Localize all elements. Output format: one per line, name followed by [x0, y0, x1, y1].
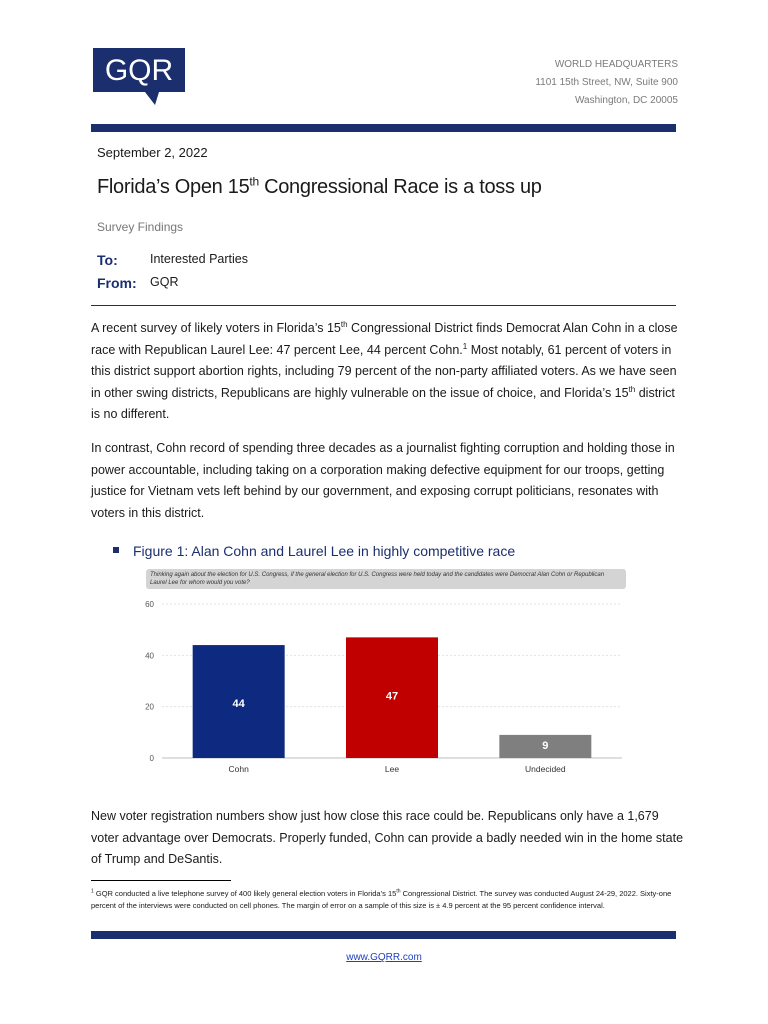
footnote: $^1$ GQR conducted a live telephone survey of 400 likely general election voters in Florida’s 15th Congressional District. The survey was conducted August 24-29, 2022. Sixty-one percent of the interviews were conducted on cell phones. The margin of error on a sample of this size is ± 4.9 percent at the 95 percent confidence interval.: [91, 888, 672, 910]
hq-street: 1101 15th Street, NW, Suite 900: [535, 77, 678, 88]
memo-title: Florida’s Open 15th Congressional Race is a toss up: [97, 174, 542, 198]
category-label: Lee: [384, 764, 400, 774]
paragraph-2: In contrast, Cohn record of spending three decades as a journalist fighting corruption and holding those in power accountable, including taking on a corporation making defective equipment for our troops, getting justice for Vietnam vets left behind by our government, and exposing corrupt politicians, resonates with voters in this district.: [91, 441, 675, 520]
from-label: From:: [97, 275, 137, 291]
data-label: 9: [542, 739, 549, 752]
footer-divider: [91, 931, 676, 939]
memo-date: September 2, 2022: [97, 145, 208, 160]
bullet-icon: [113, 547, 119, 553]
memo-header-divider: [91, 305, 676, 306]
paragraph-3: New voter registration numbers show just how close this race could be. Republicans only have a 1,679 voter advantage over Democrats. Properly funded, Cohn can provide a badly needed win in the home state of Trump and DeSantis.: [91, 809, 684, 866]
category-label: Cohn: [228, 764, 249, 774]
from-value: GQR: [150, 275, 179, 289]
memo-subtitle: Survey Findings: [97, 220, 184, 234]
figure-question: Thinking again about the election for U.S. Congress, if the general election for U.S. Congress were held today and the candidates were Democrat Alan Cohn or Republican Laurel Lee for whom would you vote?: [146, 569, 626, 589]
paragraph-1: A recent survey of likely voters in Florida’s 15th Congressional District finds Democrat Alan Cohn in a close race with Republican Laurel Lee: 47 percent Lee, 44 percent Cohn.$^1$ Most notably, 61 percent of voters in this district support abortion rights, including 79 percent of the non-party affiliated voters. As we have seen in other swing districts, Republicans are highly vulnerable on the issue of choice, and Florida’s 15th district is no different.: [91, 319, 678, 421]
y-tick-label: 20: [145, 702, 154, 712]
footnote-divider: [91, 880, 231, 881]
category-label: Undecided: [525, 764, 566, 774]
figure-title: Figure 1: Alan Cohn and Laurel Lee in highly competitive race: [113, 543, 515, 559]
vote-chart: [140, 596, 630, 782]
svg-text:GQR: GQR: [104, 54, 174, 87]
hq-city: Washington, DC 20005: [574, 95, 678, 106]
gqr-logo: [93, 48, 185, 106]
to-label: To:: [97, 252, 118, 268]
to-value: Interested Parties: [150, 252, 248, 266]
header-divider: [91, 124, 676, 132]
hq-label: WORLD HEADQUARTERS: [554, 59, 678, 70]
data-label: 47: [385, 690, 399, 703]
website-link[interactable]: www.GQRR.com: [346, 952, 422, 963]
y-tick-label: 40: [145, 651, 154, 661]
y-tick-label: 60: [145, 600, 154, 609]
data-label: 44: [232, 698, 245, 711]
headquarters-address: [535, 56, 678, 110]
y-tick-label: 0: [149, 754, 154, 763]
